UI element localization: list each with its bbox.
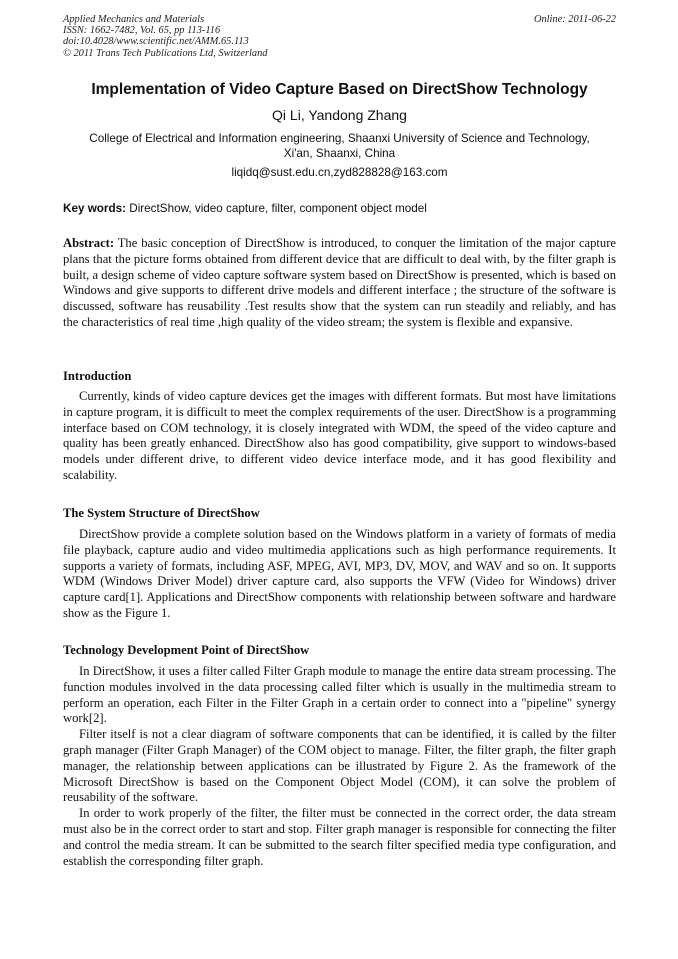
paper-title: Implementation of Video Capture Based on DirectShow Technology <box>91 81 588 98</box>
journal-header <box>63 14 616 59</box>
keywords-label: Key words: <box>63 202 126 215</box>
paper-authors: Qi Li, Yandong Zhang <box>272 107 407 123</box>
paragraph: DirectShow provide a complete solution based on the Windows platform in a variety of formats of media file playback, capture audio and video multimedia applications such as high performance requirements. It supports a variety of formats, including ASF, MPEG, AVI, MP3, DV, MOV, and WAV and so on. It supports WDM (Windows Driver Model) driver capture card, also supports the VFW (Video for Windows) driver capture card[1]. Applications and DirectShow components with relationship between software and hardware show as the Figure 1. <box>63 527 616 620</box>
keywords-text: DirectShow, video capture, filter, component object model <box>126 202 427 215</box>
abstract-label: Abstract: <box>63 236 115 250</box>
affiliation-line-1: College of Electrical and Information engineering, Shaanxi University of Science and Technology, <box>89 132 590 145</box>
affiliation-line-2: Xi'an, Shaanxi, China <box>283 147 396 160</box>
issn-line: ISSN: 1662-7482, Vol. 65, pp 113-116 <box>63 25 221 37</box>
section-heading-system-structure: The System Structure of DirectShow <box>63 506 260 520</box>
paragraph: In order to work properly of the filter, the filter must be connected in the correct order, the data stream must also be in the correct order to start and stop. Filter graph manager is responsible for connecting the filter and control the media stream. It can be submitted to the search filter specified media type configuration, and establish the corresponding filter graph. <box>63 806 616 868</box>
paragraph: In DirectShow, it uses a filter called Filter Graph module to manage the entire data stream processing. The function modules involved in the data processing called filter which is usually in the multimedia stream to perform an operation, each Filter in the Filter Graph in a certain order to connect into a "pipeline" synergy work[2]. <box>63 664 616 726</box>
section-technology-development <box>63 664 616 869</box>
online-date: Online: 2011-06-22 <box>533 14 616 25</box>
section-heading-technology-development: Technology Development Point of DirectShow <box>63 643 310 657</box>
affiliation <box>63 131 616 161</box>
copyright-line: © 2011 Trans Tech Publications Ltd, Switzerland <box>63 47 268 59</box>
keywords <box>63 202 616 215</box>
section-system-structure <box>63 527 616 622</box>
paragraph: Currently, kinds of video capture devices get the images with different formats. But most have limitations in capture program, it is difficult to meet the complex requirements of the user. DirectShow is a programming interface based on COM technology, it is closely integrated with WDM, the speed of the video capture and quality has been greatly enhanced. DirectShow also has good compatibility, give support to windows-based models under different drive, to different video device interface mode, and it has good flexibility and scalability. <box>63 389 616 482</box>
abstract <box>63 236 616 331</box>
section-heading-introduction: Introduction <box>63 369 132 383</box>
author-email: liqidq@sust.edu.cn,zyd828828@163.com <box>231 166 448 179</box>
paragraph: Filter itself is not a clear diagram of software components that can be identified, it is called by the filter graph manager (Filter Graph Manager) of the COM object to manage. Filter, the filter graph, the filter graph manager, the relationship between applications can be illustrated by Figure 2. As the framework of the Microsoft DirectShow is based on the Component Object Model (COM), it can solve the problem of reusability of the software. <box>63 727 616 805</box>
doi-line: doi:10.4028/www.scientific.net/AMM.65.113 <box>63 36 249 48</box>
section-introduction <box>63 389 616 484</box>
abstract-text: The basic conception of DirectShow is introduced, to conquer the limitation of the major capture plans that the picture forms obtained from different device that are difficult to deal with, by the filter graph is built, a design scheme of video capture software system based on DirectShow is presented, which is based on Windows and give supports to different drive models and different interface ; the structure of the software is discussed, software has reusability .Test results show that the system can run steadily and reliably, and has the characteristics of real time ,high quality of the video stream; the system is flexible and expansive. <box>63 236 616 329</box>
journal-name: Applied Mechanics and Materials <box>63 14 205 25</box>
